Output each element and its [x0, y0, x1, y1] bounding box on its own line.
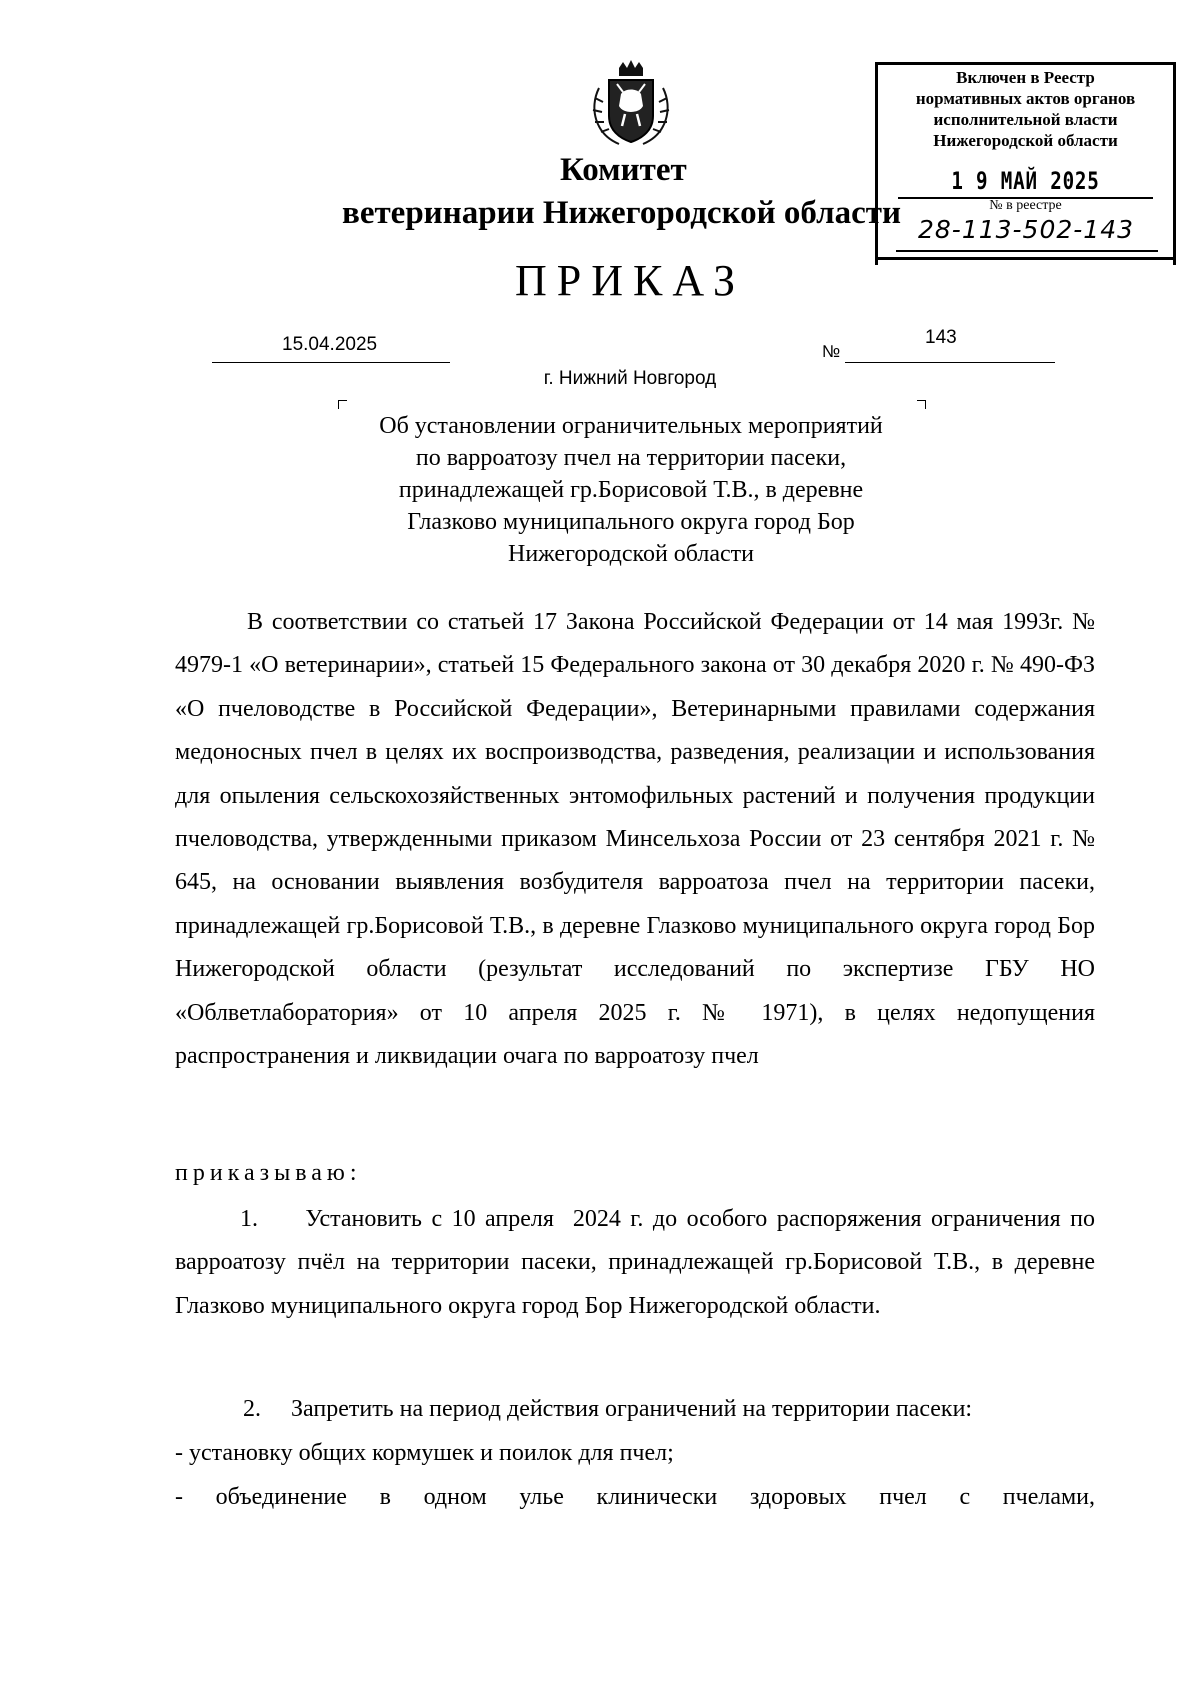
- organization-name-line-2: ветеринарии Нижегородской области: [342, 195, 901, 231]
- order-item-2-point-a: - установку общих кормушек и поилок для пчел;: [175, 1440, 674, 1466]
- stamp-divider: [896, 250, 1158, 252]
- subject-line: Глазково муниципального округа город Бор: [407, 509, 855, 535]
- organization-name-line-1: Комитет: [560, 152, 687, 188]
- stamp-registry-number: 28-113-502-143: [917, 215, 1135, 244]
- stamp-date: 1 9 МАЙ 2025: [951, 167, 1100, 195]
- document-subject: [340, 410, 922, 570]
- stamp-line-4: Нижегородской области: [933, 131, 1118, 150]
- coat-of-arms-icon: [585, 58, 677, 150]
- document-number: 143: [925, 327, 957, 348]
- city: г. Нижний Новгород: [543, 368, 717, 389]
- number-underline: [845, 362, 1055, 363]
- subject-line: Нижегородской области: [507, 541, 755, 567]
- document-type: ПРИКАЗ: [514, 256, 746, 305]
- subject-line: Об установлении ограничительных мероприятий: [379, 413, 883, 439]
- preamble-paragraph: В соответствии со статьей 17 Закона Российской Федерации от 14 мая 1993г. № 4979-1 «О ветеринарии», статьей 15 Федерального закона от 30 декабря 2020 г. № 490-ФЗ «О пчеловодстве в Российской Федерации», Ветеринарными правилами содержания медоносных пчел в целях их воспроизводства, разведения, реализации и использования для опыления сельскохозяйственных энтомофильных растений и получения продукции пчеловодства, утвержденными приказом Минсельхоза России от 23 сентября 2021 г. № 645, на основании выявления возбудителя варроатоза пчел на территории пасеки, принадлежащей гр.Борисовой Т.В., в деревне Глазково муниципального округа город Бор Нижегородской области (результат исследований по экспертизе ГБУ НО «Облветлаборатория» от 10 апреля 2025 г. № 1971), в целях недопущения распространения и ликвидации очага по варроатозу пчел: [175, 609, 1095, 1070]
- corner-mark-right: [917, 400, 926, 409]
- registry-stamp: [875, 62, 1176, 265]
- order-word: приказываю:: [175, 1160, 362, 1186]
- order-item-1: 1. Установить с 10 апреля 2024 г. до особого распоряжения ограничения по варроатозу пчёл на территории пасеки, принадлежащей гр.Борисовой Т.В., в деревне Глазково муниципального округа город Бор Нижегородской области.: [175, 1206, 1101, 1319]
- document-date: 15.04.2025: [282, 334, 378, 355]
- number-label: №: [822, 342, 841, 361]
- subject-line: по варроатозу пчел на территории пасеки,: [415, 445, 847, 471]
- stamp-registry-number-label: № в реестре: [989, 198, 1062, 213]
- stamp-line-3: исполнительной власти: [933, 110, 1118, 129]
- order-item-2: 2. Запретить на период действия ограничений на территории пасеки:: [243, 1396, 973, 1422]
- subject-line: принадлежащей гр.Борисовой Т.В., в деревне: [398, 477, 864, 503]
- corner-mark-left: [338, 400, 347, 409]
- stamp-line-1: Включен в Реестр: [956, 68, 1095, 87]
- order-item-2-point-b: - объединение в одном улье клинически здоровых пчел с пчелами,: [175, 1484, 1095, 1510]
- date-underline: [212, 362, 450, 363]
- stamp-line-2: нормативных актов органов: [915, 89, 1136, 108]
